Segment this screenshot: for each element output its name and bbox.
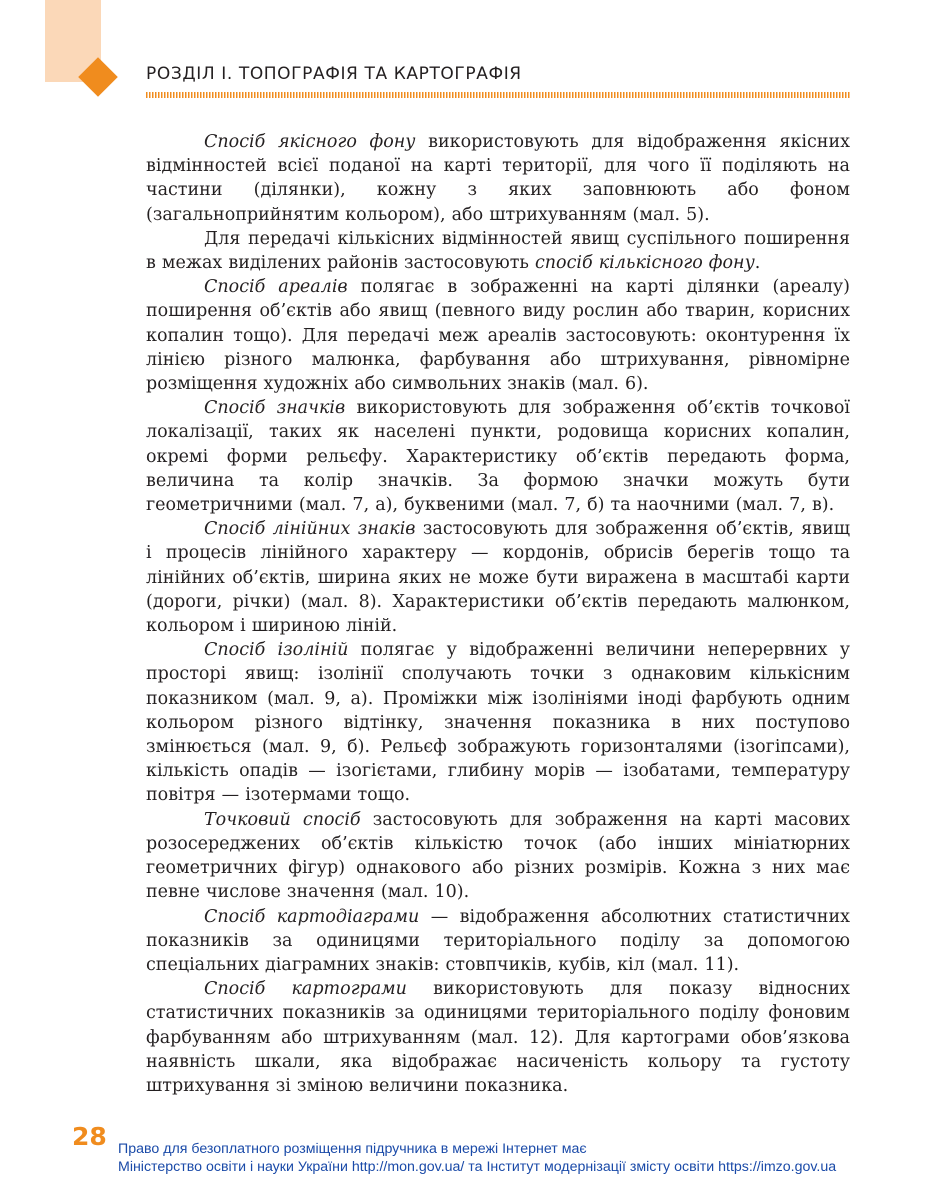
term-italic: Точковий спосіб	[204, 809, 361, 830]
term-italic: Спосіб лінійних знаків	[204, 519, 416, 540]
paragraph	[146, 905, 850, 978]
paragraph	[146, 130, 850, 227]
paragraph-text: використовують для показу відносних статистичних показників за одиницями територіального поділу фоновим фарбуванням або штрихуванням (мал. 12). Для картограми обов’язкова наявність шкали, яка відображає насиченість кольору та густоту штрихування зі зміною величини показника.	[146, 979, 850, 1096]
chapter-title: РОЗДІЛ І. ТОПОГРАФІЯ ТА КАРТОГРАФІЯ	[146, 64, 522, 84]
footer-notice-line-2: Міністерство освіти і науки України http://mon.gov.ua/ та Інститут модернізації змісту освіти https://imzo.gov.ua	[118, 1159, 837, 1175]
paragraph-text: .	[754, 253, 761, 274]
term-italic: спосіб кількісного фону	[534, 253, 755, 274]
body-text	[146, 130, 850, 1098]
paragraph-text: Для передачі кількісних відмінностей явищ суспільного поширення в межах виділених районів застосовують	[146, 228, 850, 274]
term-italic: Спосіб картодіаграми	[204, 906, 420, 927]
paragraph-text: застосовують для зображення на карті масових розосереджених об’єктів кількістю точок (або інших мініатюрних геометричних фігур) однакового або різних розмірів. Кожна з них має певне числове значення (мал. 10).	[146, 809, 851, 903]
paragraph	[146, 638, 850, 807]
term-italic: Спосіб ізоліній	[204, 640, 349, 661]
header-divider	[146, 92, 850, 98]
paragraph-text: застосовують для зображення об’єктів, явищ і процесів лінійного характеру — кордонів, обрисів берегів тощо та лінійних об’єктів, ширина яких не може бути виражена в масштабі карти (дороги, річки) (мал. 8). Характеристики об’єктів передають малюнком, кольором і шириною ліній.	[146, 519, 851, 637]
paragraph	[146, 517, 850, 638]
paragraph	[146, 396, 850, 517]
term-italic: Спосіб якісного фону	[204, 132, 416, 152]
paragraph	[146, 227, 850, 275]
footer-notice	[118, 1140, 836, 1176]
term-italic: Спосіб картограми	[204, 979, 407, 1000]
paragraph-text: полягає в зображенні на карті ділянки (ареалу) поширення об’єктів або явищ (певного виду рослин або тварин, корисних копалин тощо). Для передачі меж ареалів застосовують: оконтурення їх лінією різного малюнка, фарбування або штрихування, рівномірне розміщення художніх або символьних знаків (мал. 6).	[146, 277, 850, 395]
page-number: 28	[72, 1122, 107, 1151]
paragraph-text: — відображення абсолютних статистичних показників за одиницями територіального поділу за допомогою спеціальних діаграмних знаків: стовпчиків, кубів, кіл (мал. 11).	[146, 906, 851, 975]
paragraph-text: використовують для зображення об’єктів точкової локалізації, таких як населені пункти, родовища корисних копалин, окремі форми рельєфу. Характеристику об’єктів передають форма, величина та колір значків. За формою значки можуть бути геометричними (мал. 7, а), буквеними (мал. 7, б) та наочними (мал. 7, в).	[146, 398, 850, 516]
paragraph	[146, 275, 850, 396]
term-italic: Спосіб ареалів	[204, 277, 348, 298]
term-italic: Спосіб значків	[204, 398, 346, 419]
paragraph	[146, 808, 850, 905]
paragraph	[146, 977, 850, 1098]
paragraph-text: полягає у відображенні величини неперервних у просторі явищ: ізолінії сполучають точки з однаковим кількісним показником (мал. 9, а). Проміжки між ізолініями іноді фарбують одним кольором різного відтінку, значення показника в них поступово змінюється (мал. 9, б). Рельєф зображують горизонталями (ізогіпсами), кількість опадів — ізогієтами, глибину морів — ізобатами, температуру повітря — ізотермами тощо.	[146, 640, 850, 806]
paragraph-text: використовують для відображення якісних відмінностей всієї поданої на карті території, для чого її поділяють на частини (ділянки), кожну з яких заповнюють або фоном (загальноприйнятим кольором), або штрихуванням (мал. 5).	[146, 132, 850, 225]
footer-notice-line-1: Право для безоплатного розміщення підручника в мережі Інтернет має	[118, 1141, 587, 1157]
